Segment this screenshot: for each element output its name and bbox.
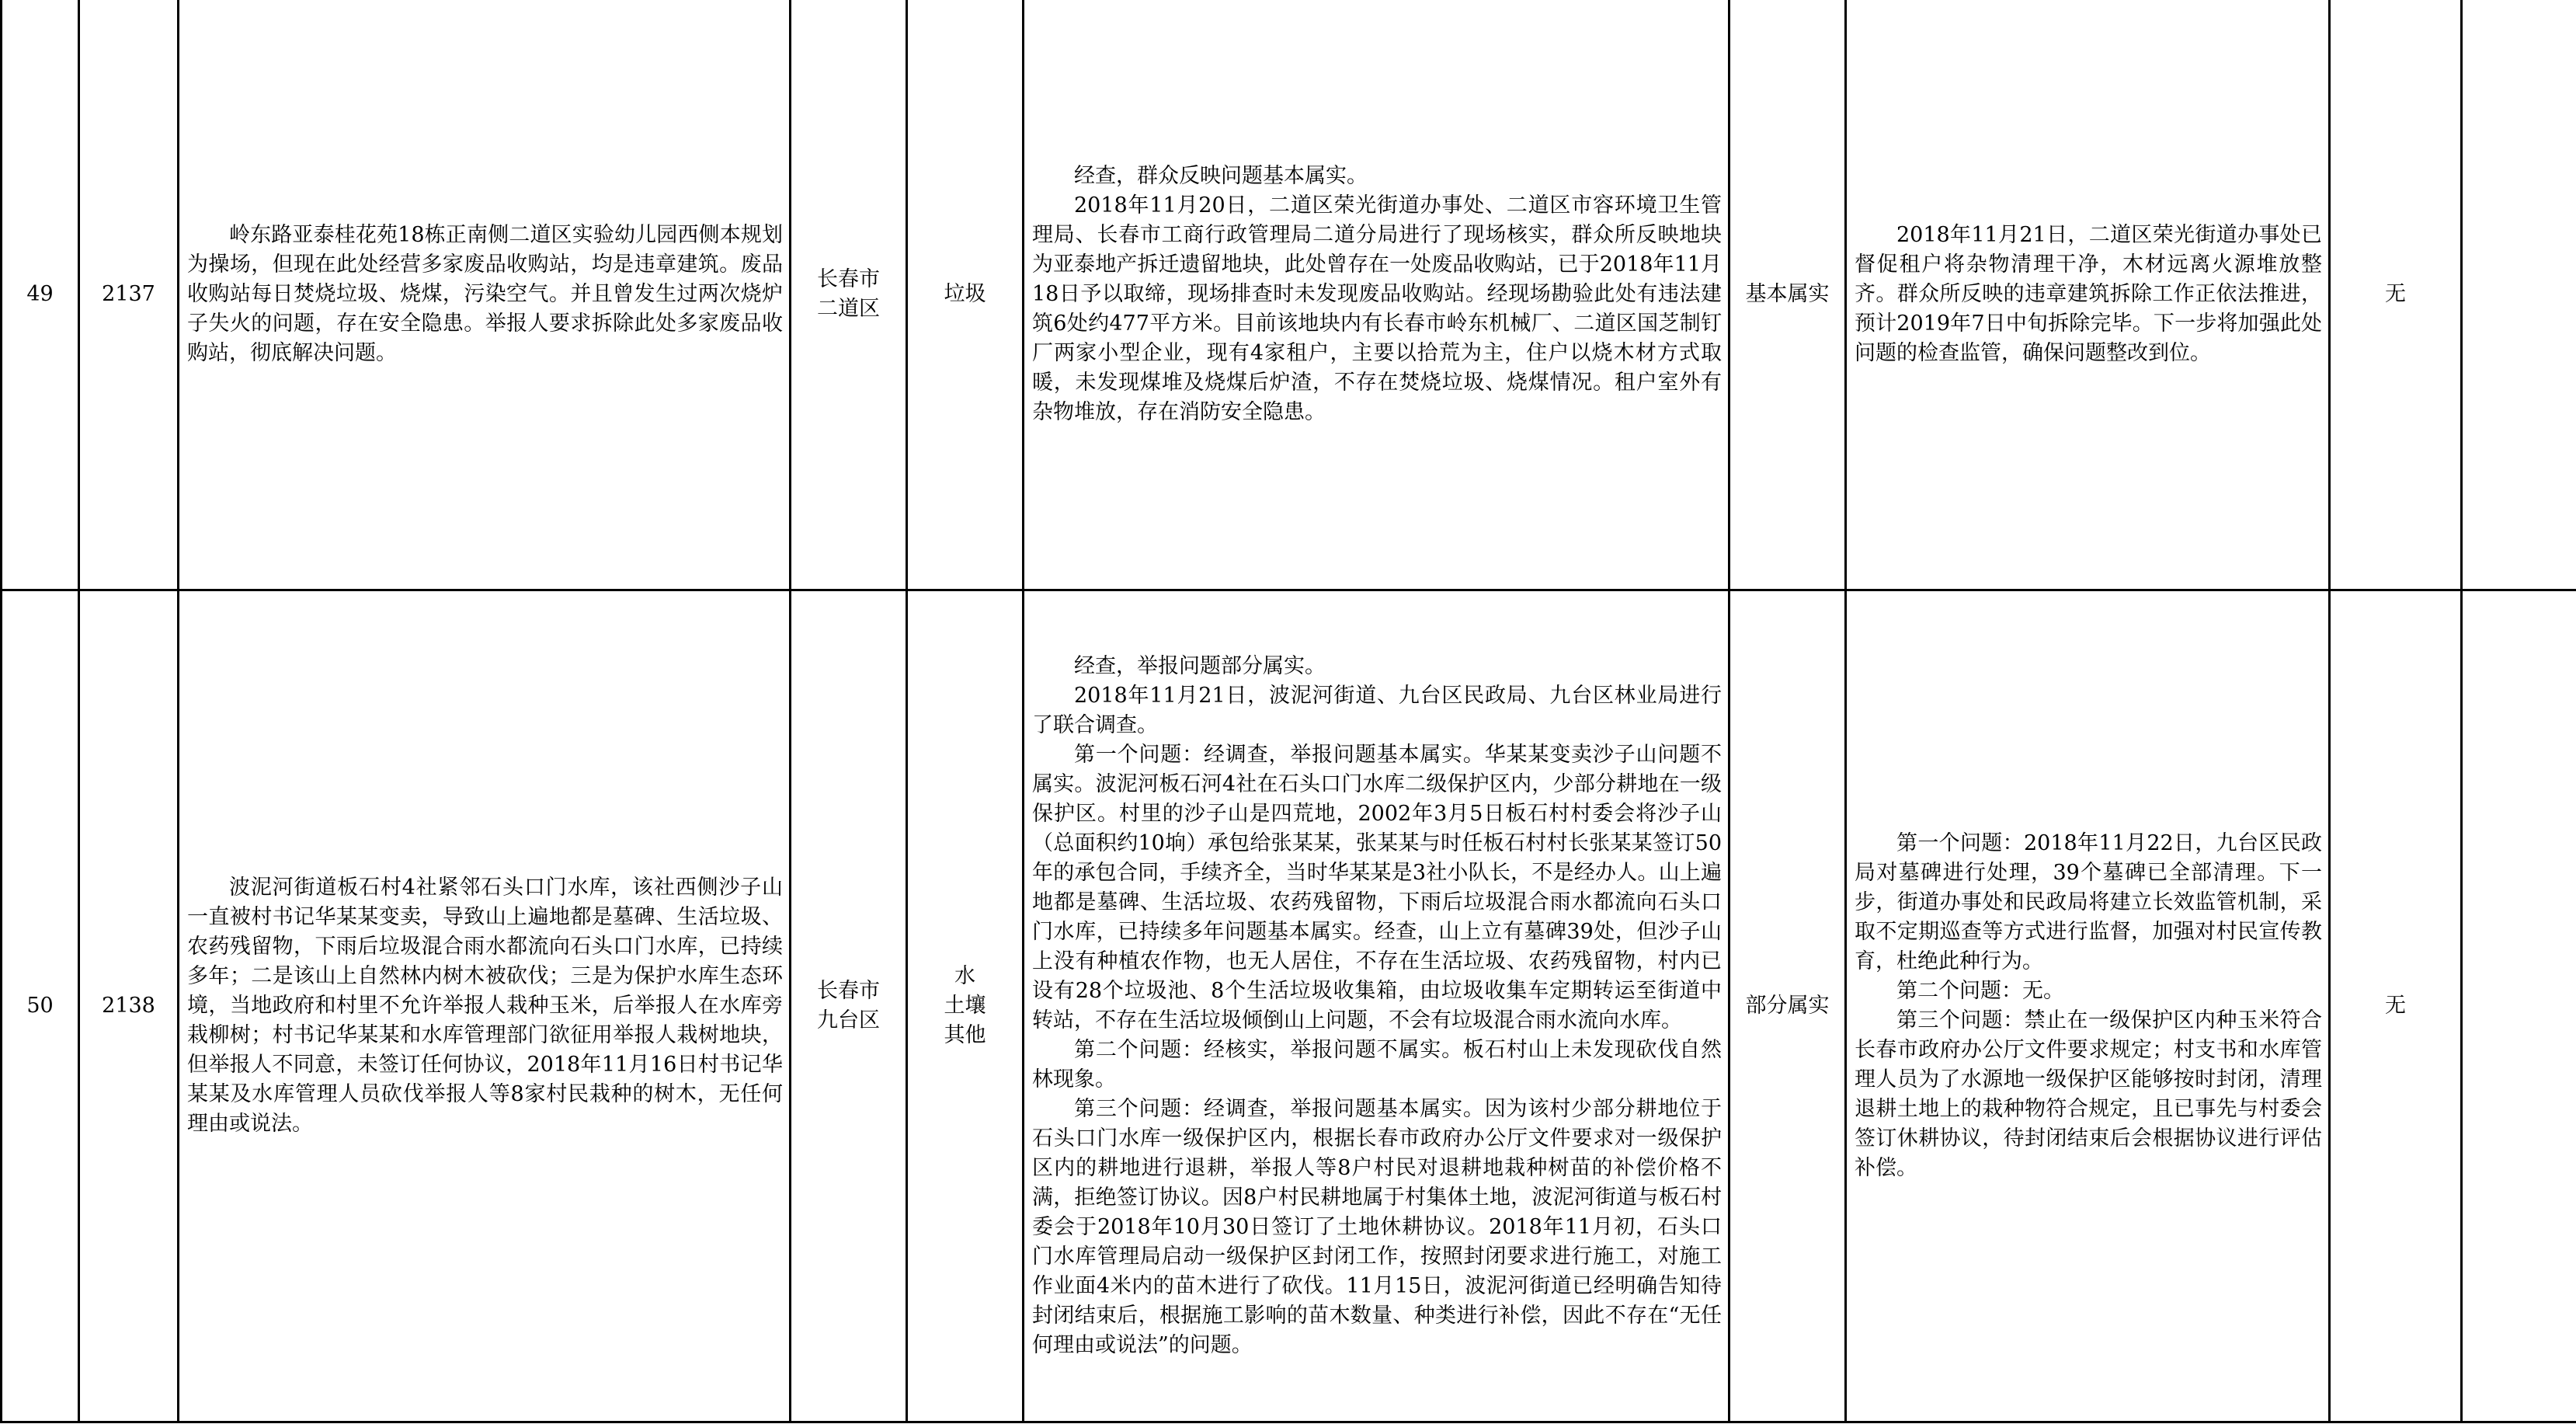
district-area: 二道区 <box>817 296 880 321</box>
investigation-cell <box>1024 0 1730 590</box>
district-cell <box>791 590 907 1422</box>
category-cell <box>907 0 1024 590</box>
handling-paragraph: 第一个问题：2018年11月22日，九台区民政局对墓碑进行处理，39个墓碑已全部清理。下一步，街道办事处和民政局将建立长效监管机制，采取不定期巡查等方式进行监督，加强对村民宣传教育，杜绝此种行为。 <box>1855 831 2322 973</box>
case-number-cell: 2138 <box>79 590 179 1422</box>
complaint-cell <box>179 0 791 590</box>
case-number-cell: 2137 <box>79 0 179 590</box>
category-item: 垃圾 <box>944 281 986 306</box>
accountability-cell: 无 <box>2330 590 2462 1422</box>
verdict-cell: 基本属实 <box>1730 0 1846 590</box>
category-text <box>908 280 1022 309</box>
category-cell <box>907 590 1024 1422</box>
verdict-cell: 部分属实 <box>1730 590 1846 1422</box>
investigation-paragraph: 经查，群众反映问题基本属实。 <box>1074 163 1368 188</box>
table-row <box>2 0 2576 590</box>
accountability-cell: 无 <box>2330 0 2462 590</box>
category-item: 水 <box>954 964 975 988</box>
category-text <box>908 962 1022 1050</box>
investigation-cell <box>1024 590 1730 1422</box>
complaint-text: 岭东路亚泰桂花苑18栋正南侧二道区实验幼儿园西侧本规划为操场，但现在此处经营多家废品收购站，均是违章建筑。废品收购站每日焚烧垃圾、烧煤，污染空气。并且曾发生过两次烧炉子失火的问题，存在安全隐患。举报人要求拆除此处多家废品收购站，彻底解决问题。 <box>187 222 783 365</box>
investigation-paragraph: 经查，举报问题部分属实。 <box>1074 654 1326 678</box>
investigation-paragraph: 第二个问题：经核实，举报问题不属实。板石村山上未发现砍伐自然林现象。 <box>1032 1038 1722 1092</box>
extra-cell <box>2462 590 2576 1422</box>
handling-cell <box>1846 0 2330 590</box>
seq-cell: 49 <box>2 0 79 590</box>
handling-paragraph: 2018年11月21日，二道区荣光街道办事处已督促租户将杂物清理干净，木材远离火源堆放整齐。群众所反映的违章建筑拆除工作正依法推进，预计2019年7日中旬拆除完毕。下一步将加强此处问题的检查监管，确保问题整改到位。 <box>1855 222 2322 365</box>
table-row <box>2 590 2576 1422</box>
investigation-paragraph: 2018年11月20日，二道区荣光街道办事处、二道区市容环境卫生管理局、长春市工商行政管理局二道分局进行了现场核实，群众所反映地块为亚泰地产拆迁遗留地块，此处曾存在一处废品收购站，已于2018年11月18日予以取缔，现场排查时未发现废品收购站。经现场勘验此处有违法建筑6处约477平方米。目前该地块内有长春市岭东机械厂、二道区国芝制钉厂两家小型企业，现有4家租户，主要以拾荒为主，住户以烧木材方式取暖，未发现煤堆及烧煤后炉渣，不存在焚烧垃圾、烧煤情况。租户室外有杂物堆放，存在消防安全隐患。 <box>1032 193 1722 424</box>
district-area: 九台区 <box>817 1008 880 1032</box>
handling-cell <box>1846 590 2330 1422</box>
investigation-paragraph: 第一个问题：经调查，举报问题基本属实。华某某变卖沙子山问题不属实。波泥河板石河4社在石头口门水库二级保护区内，少部分耕地在一级保护区。村里的沙子山是四荒地，2002年3月5日板石村村委会将沙子山（总面积约10垧）承包给张某某，张某某与时任板石村村长张某某签订50年的承包合同，手续齐全，当时华某某是3社小队长，不是经办人。山上遍地都是墓碑、生活垃圾、农药残留物，下雨后垃圾混合雨水都流向石头口门水库，已持续多年问题基本属实。经查，山上立有墓碑39处，但沙子山上没有种植农作物，也无人居住，不存在生活垃圾、农药残留物，村内已设有28个垃圾池、8个生活垃圾收集箱，由垃圾收集车定期转运至街道中转站，不存在生活垃圾倾倒山上问题，不会有垃圾混合雨水流向水库。 <box>1032 743 1722 1032</box>
handling-paragraph: 第二个问题：无。 <box>1896 979 2064 1003</box>
seq-cell: 50 <box>2 590 79 1422</box>
extra-cell <box>2462 0 2576 590</box>
district-city: 长春市 <box>817 266 880 291</box>
district-city: 长春市 <box>817 979 880 1003</box>
investigation-paragraph: 第三个问题：经调查，举报问题基本属实。因为该村少部分耕地位于石头口门水库一级保护区内，根据长春市政府办公厅文件要求对一级保护区内的耕地进行退耕，举报人等8户村民对退耕地栽种树苗的补偿价格不满，拒绝签订协议。因8户村民耕地属于村集体土地，波泥河街道与板石村委会于2018年10月30日签订了土地休耕协议。2018年11月初，石头口门水库管理局启动一级保护区封闭工作，按照封闭要求进行施工，对施工作业面4米内的苗木进行了砍伐。11月15日，波泥河街道已经明确告知待封闭结束后，根据施工影响的苗木数量、种类进行补偿，因此不存在“无任何理由或说法”的问题。 <box>1032 1097 1722 1357</box>
district-cell <box>791 0 907 590</box>
district-text <box>791 977 906 1036</box>
complaint-text: 波泥河街道板石村4社紧邻石头口门水库，该社西侧沙子山一直被村书记华某某变卖，导致山上遍地都是墓碑、生活垃圾、农药残留物，下雨后垃圾混合雨水都流向石头口门水库，已持续多年；二是该山上自然林内树木被砍伐；三是为保护水库生态环境，当地政府和村里不允许举报人栽种玉米，后举报人在水库旁栽柳树；村书记华某某和水库管理部门欲征用举报人栽树地块，但举报人不同意，未签订任何协议，2018年11月16日村书记华某某及水库管理人员砍伐举报人等8家村民栽种的树木，无任何理由或说法。 <box>187 876 783 1136</box>
district-text <box>791 265 906 324</box>
category-item: 土壤 <box>944 994 986 1018</box>
category-item: 其他 <box>944 1023 986 1047</box>
handling-paragraph: 第三个问题：禁止在一级保护区内种玉米符合长春市政府办公厅文件要求规定；村支书和水库管理人员为了水源地一级保护区能够按时封闭，清理退耕土地上的栽种物符合规定，且已事先与村委会签订休耕协议，待封闭结束后会根据协议进行评估补偿。 <box>1855 1008 2322 1180</box>
investigation-paragraph: 2018年11月21日，波泥河街道、九台区民政局、九台区林业局进行了联合调查。 <box>1032 684 1722 737</box>
complaint-cell <box>179 590 791 1422</box>
